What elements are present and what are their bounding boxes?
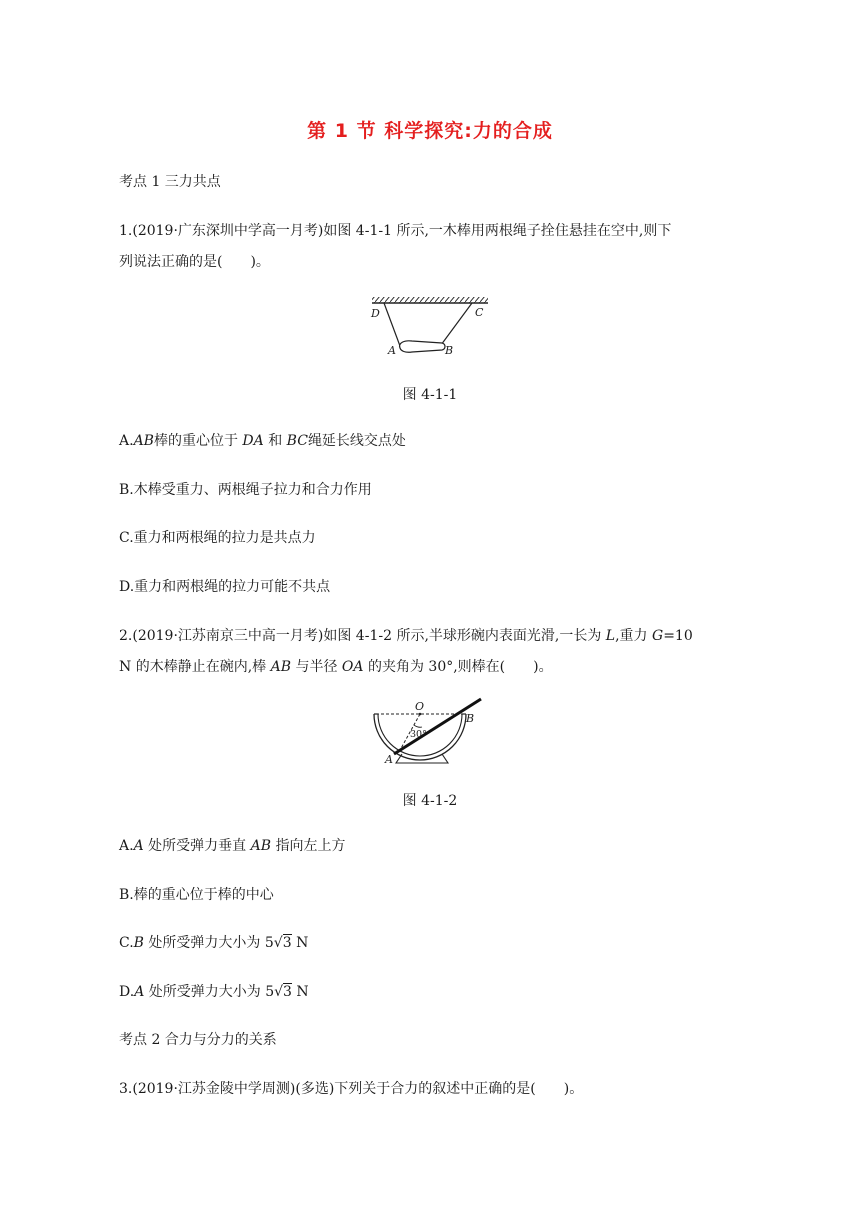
figure-4-1-1	[360, 290, 500, 362]
question-2-option-c: C.B 处所受弹力大小为 5√3 N	[119, 935, 309, 951]
question-3-line-1: 3.(2019·江苏金陵中学周测)(多选)下列关于合力的叙述中正确的是( )。	[119, 1081, 584, 1097]
question-1-option-d: D.重力和两根绳的拉力可能不共点	[119, 579, 331, 595]
question-2-option-a: A.A 处所受弹力垂直 AB 指向左上方	[119, 838, 346, 854]
question-1-line-2: 列说法正确的是( )。	[119, 254, 270, 270]
sqrt-radicand: 3	[282, 935, 292, 951]
center-o	[419, 713, 422, 716]
sqrt-sign: √	[274, 984, 284, 1000]
angle-arc	[414, 725, 422, 727]
topic-heading-2: 考点 2 合力与分力的关系	[119, 1032, 277, 1048]
section-title: 第 1 节 科学探究:力的合成	[307, 120, 553, 142]
rope-cb	[441, 303, 472, 345]
ceiling-hatch	[372, 297, 488, 303]
figure-4-1-2-caption: 图 4-1-2	[402, 793, 458, 809]
question-2-line-2: N 的木棒静止在碗内,棒 AB 与半径 OA 的夹角为 30°,则棒在( )。	[119, 659, 553, 675]
sqrt-sign: √	[273, 935, 283, 951]
figure-4-1-1-caption: 图 4-1-1	[402, 387, 458, 403]
label-a: A	[385, 753, 393, 766]
question-2-option-d: D.A 处所受弹力大小为 5√3 N	[119, 984, 309, 1000]
label-d: D	[371, 307, 380, 320]
question-2-line-1: 2.(2019·江苏南京三中高一月考)如图 4-1-2 所示,半球形碗内表面光滑,一长为 L,重力 G=10	[119, 628, 693, 644]
question-1-option-b: B.木棒受重力、两根绳子拉力和合力作用	[119, 482, 372, 498]
wooden-rod	[400, 341, 445, 352]
question-1-option-a: A.AB棒的重心位于 DA 和 BC绳延长线交点处	[119, 433, 406, 449]
rope-da	[384, 303, 400, 346]
label-b: B	[466, 712, 475, 725]
label-a: A	[388, 344, 396, 357]
label-b: B	[445, 344, 454, 357]
figure-4-1-2	[360, 696, 500, 770]
question-1-option-c: C.重力和两根绳的拉力是共点力	[119, 530, 316, 546]
label-c: C	[475, 306, 484, 319]
angle-label: 30°	[410, 729, 427, 740]
question-2-option-b: B.棒的重心位于棒的中心	[119, 887, 274, 903]
label-o: O	[415, 700, 425, 713]
rod-ab	[394, 699, 481, 754]
question-1-line-1: 1.(2019·广东深圳中学高一月考)如图 4-1-1 所示,一木棒用两根绳子拴住悬挂在空中,则下	[119, 223, 672, 239]
topic-heading-1: 考点 1 三力共点	[119, 174, 221, 190]
sqrt-radicand: 3	[283, 984, 292, 1000]
